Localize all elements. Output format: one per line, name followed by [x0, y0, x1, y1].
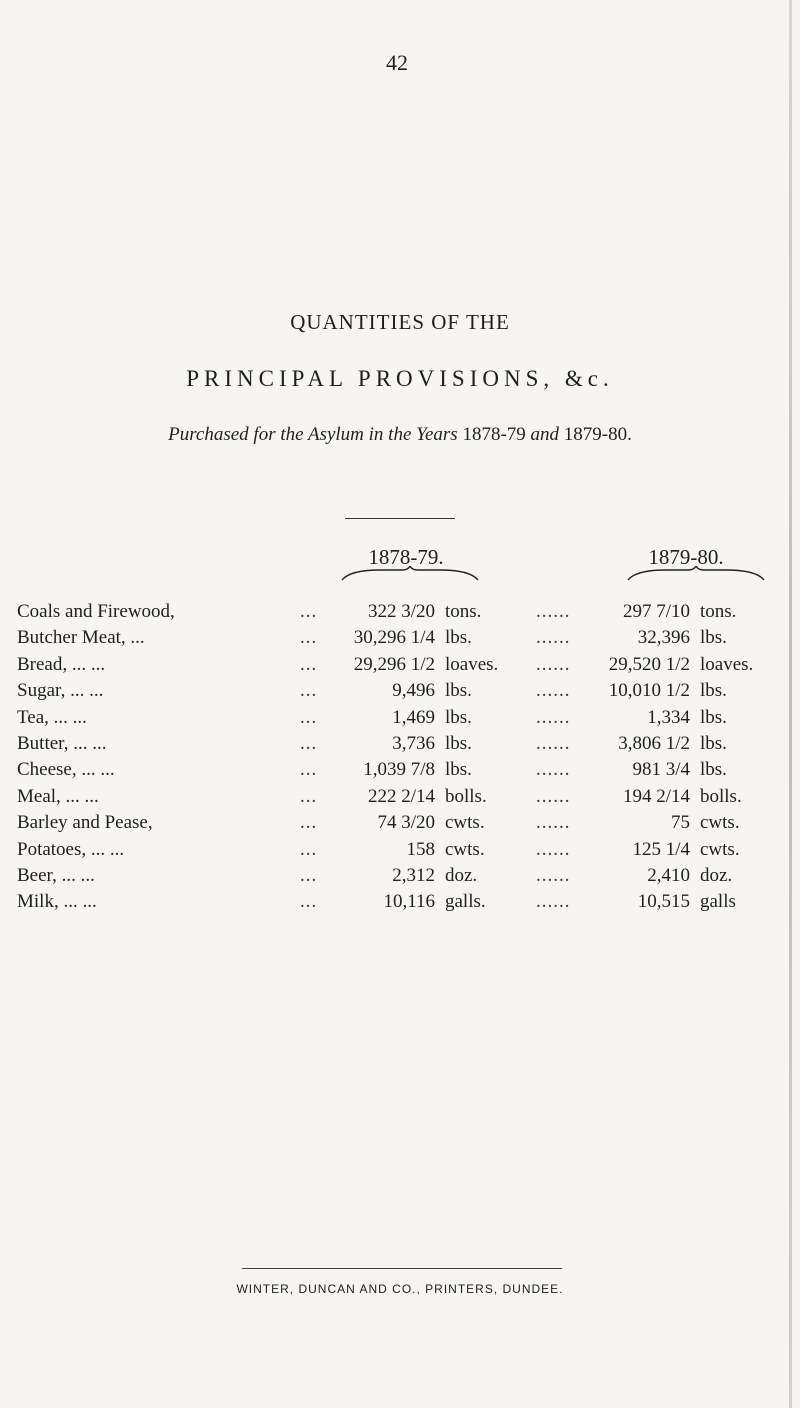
- item-name: Bread, ... ...: [17, 653, 106, 675]
- unit-1879-80: lbs.: [700, 759, 727, 781]
- quantity-1879-80: 297 7/10: [622, 601, 690, 622]
- quantity-1879-80: 10,010 1/2: [608, 680, 690, 702]
- leader-dots: ......: [536, 680, 571, 702]
- quantity-1878-79: 2,312: [392, 865, 435, 886]
- table-row: [0, 680, 800, 706]
- unit-1878-79: cwts.: [445, 812, 485, 834]
- page-number: 42: [386, 50, 408, 75]
- leader-dots: ......: [536, 865, 571, 886]
- title-line-2: PRINCIPAL PROVISIONS, &c.: [186, 366, 614, 391]
- leader-dots: ......: [536, 812, 571, 834]
- quantity-1878-79: 1,039 7/8: [363, 759, 435, 781]
- quantity-1879-80: 3,806 1/2: [618, 733, 690, 754]
- leader-dots: ......: [536, 759, 571, 781]
- item-name: Butcher Meat, ...: [17, 627, 145, 649]
- printer-imprint: WINTER, DUNCAN AND CO., PRINTERS, DUNDEE.: [236, 1282, 564, 1296]
- leader-dots: ......: [536, 627, 571, 649]
- table-row: [0, 733, 800, 759]
- unit-1879-80: loaves.: [700, 653, 754, 675]
- unit-1878-79: lbs.: [445, 759, 472, 781]
- leader-dots: ...: [300, 680, 318, 702]
- title-line-1: QUANTITIES OF THE: [290, 310, 510, 334]
- leader-dots: ......: [536, 601, 571, 622]
- table-row: [0, 601, 800, 627]
- unit-1878-79: doz.: [445, 865, 478, 886]
- leader-dots: ...: [300, 759, 318, 781]
- brace-1878-79: [340, 566, 480, 582]
- item-name: Sugar, ... ...: [17, 680, 104, 702]
- unit-1879-80: lbs.: [700, 706, 727, 728]
- leader-dots: ...: [300, 601, 318, 622]
- subtitle-year-1: 1878-79: [462, 424, 526, 445]
- quantity-1879-80: 981 3/4: [632, 759, 690, 781]
- item-name: Meal, ... ...: [17, 785, 99, 807]
- leader-dots: ...: [300, 812, 318, 834]
- unit-1878-79: lbs.: [445, 706, 472, 728]
- table-row: [0, 891, 800, 917]
- item-name: Butter, ... ...: [17, 733, 107, 754]
- quantity-1878-79: 3,736: [392, 733, 435, 754]
- leader-dots: ...: [300, 627, 318, 649]
- unit-1879-80: bolls.: [700, 785, 742, 807]
- unit-1879-80: cwts.: [700, 838, 740, 860]
- table-row: [0, 839, 800, 865]
- quantity-1878-79: 1,469: [392, 706, 435, 728]
- unit-1878-79: cwts.: [445, 838, 485, 860]
- unit-1879-80: tons.: [700, 601, 737, 622]
- leader-dots: ...: [300, 706, 318, 728]
- item-name: Beer, ... ...: [17, 865, 95, 886]
- quantity-1879-80: 125 1/4: [632, 838, 690, 860]
- table-row: [0, 654, 800, 680]
- unit-1879-80: cwts.: [700, 812, 740, 834]
- quantity-1879-80: 194 2/14: [622, 785, 690, 807]
- table-row: [0, 865, 800, 891]
- leader-dots: ......: [536, 785, 571, 807]
- unit-1878-79: galls.: [445, 891, 486, 913]
- unit-1879-80: doz.: [700, 865, 733, 886]
- quantity-1879-80: 75: [671, 812, 690, 834]
- leader-dots: ...: [300, 891, 318, 913]
- unit-1878-79: tons.: [445, 601, 482, 622]
- item-name: Potatoes, ... ...: [17, 838, 125, 860]
- item-name: Tea, ... ...: [17, 706, 87, 728]
- leader-dots: ......: [536, 653, 571, 675]
- table-row: [0, 759, 800, 785]
- quantity-1879-80: 2,410: [647, 865, 690, 886]
- unit-1878-79: bolls.: [445, 785, 487, 807]
- item-name: Cheese, ... ...: [17, 759, 115, 781]
- item-name: Coals and Firewood,: [17, 601, 175, 622]
- quantity-1879-80: 10,515: [637, 891, 690, 913]
- table-row: [0, 786, 800, 812]
- quantity-1878-79: 74 3/20: [377, 812, 435, 834]
- quantity-1879-80: 1,334: [647, 706, 690, 728]
- column-header-1878-79: 1878-79.: [368, 545, 444, 569]
- unit-1879-80: lbs.: [700, 627, 727, 649]
- quantity-1879-80: 29,520 1/2: [608, 653, 690, 675]
- unit-1879-80: galls: [700, 891, 736, 913]
- quantity-1878-79: 30,296 1/4: [353, 627, 435, 649]
- table-row: [0, 627, 800, 653]
- quantity-1878-79: 9,496: [392, 680, 435, 702]
- quantity-1878-79: 222 2/14: [367, 785, 435, 807]
- subtitle-and: and: [530, 424, 560, 445]
- subtitle-year-2: 1879-80.: [563, 424, 632, 445]
- leader-dots: ...: [300, 838, 318, 860]
- subtitle: [0, 424, 800, 446]
- leader-dots: ...: [300, 733, 318, 754]
- table-row: [0, 707, 800, 733]
- footer-rule: [242, 1268, 562, 1269]
- unit-1878-79: loaves.: [445, 653, 499, 675]
- quantity-1878-79: 322 3/20: [367, 601, 435, 622]
- subtitle-text: Purchased for the Asylum in the Years: [168, 424, 458, 445]
- unit-1879-80: lbs.: [700, 680, 727, 702]
- quantity-1879-80: 32,396: [637, 627, 690, 649]
- leader-dots: ...: [300, 865, 318, 886]
- leader-dots: ......: [536, 838, 571, 860]
- item-name: Milk, ... ...: [17, 891, 97, 913]
- unit-1878-79: lbs.: [445, 627, 472, 649]
- unit-1879-80: lbs.: [700, 733, 727, 754]
- item-name: Barley and Pease,: [17, 812, 153, 834]
- unit-1878-79: lbs.: [445, 733, 472, 754]
- quantity-1878-79: 29,296 1/2: [353, 653, 435, 675]
- leader-dots: ...: [300, 785, 318, 807]
- title-rule: [345, 518, 455, 519]
- leader-dots: ......: [536, 733, 571, 754]
- table-row: [0, 812, 800, 838]
- leader-dots: ...: [300, 653, 318, 675]
- quantity-1878-79: 158: [406, 838, 435, 860]
- leader-dots: ......: [536, 891, 571, 913]
- column-header-1879-80: 1879-80.: [648, 545, 724, 569]
- brace-1879-80: [626, 566, 766, 582]
- unit-1878-79: lbs.: [445, 680, 472, 702]
- quantity-1878-79: 10,116: [383, 891, 435, 913]
- leader-dots: ......: [536, 706, 571, 728]
